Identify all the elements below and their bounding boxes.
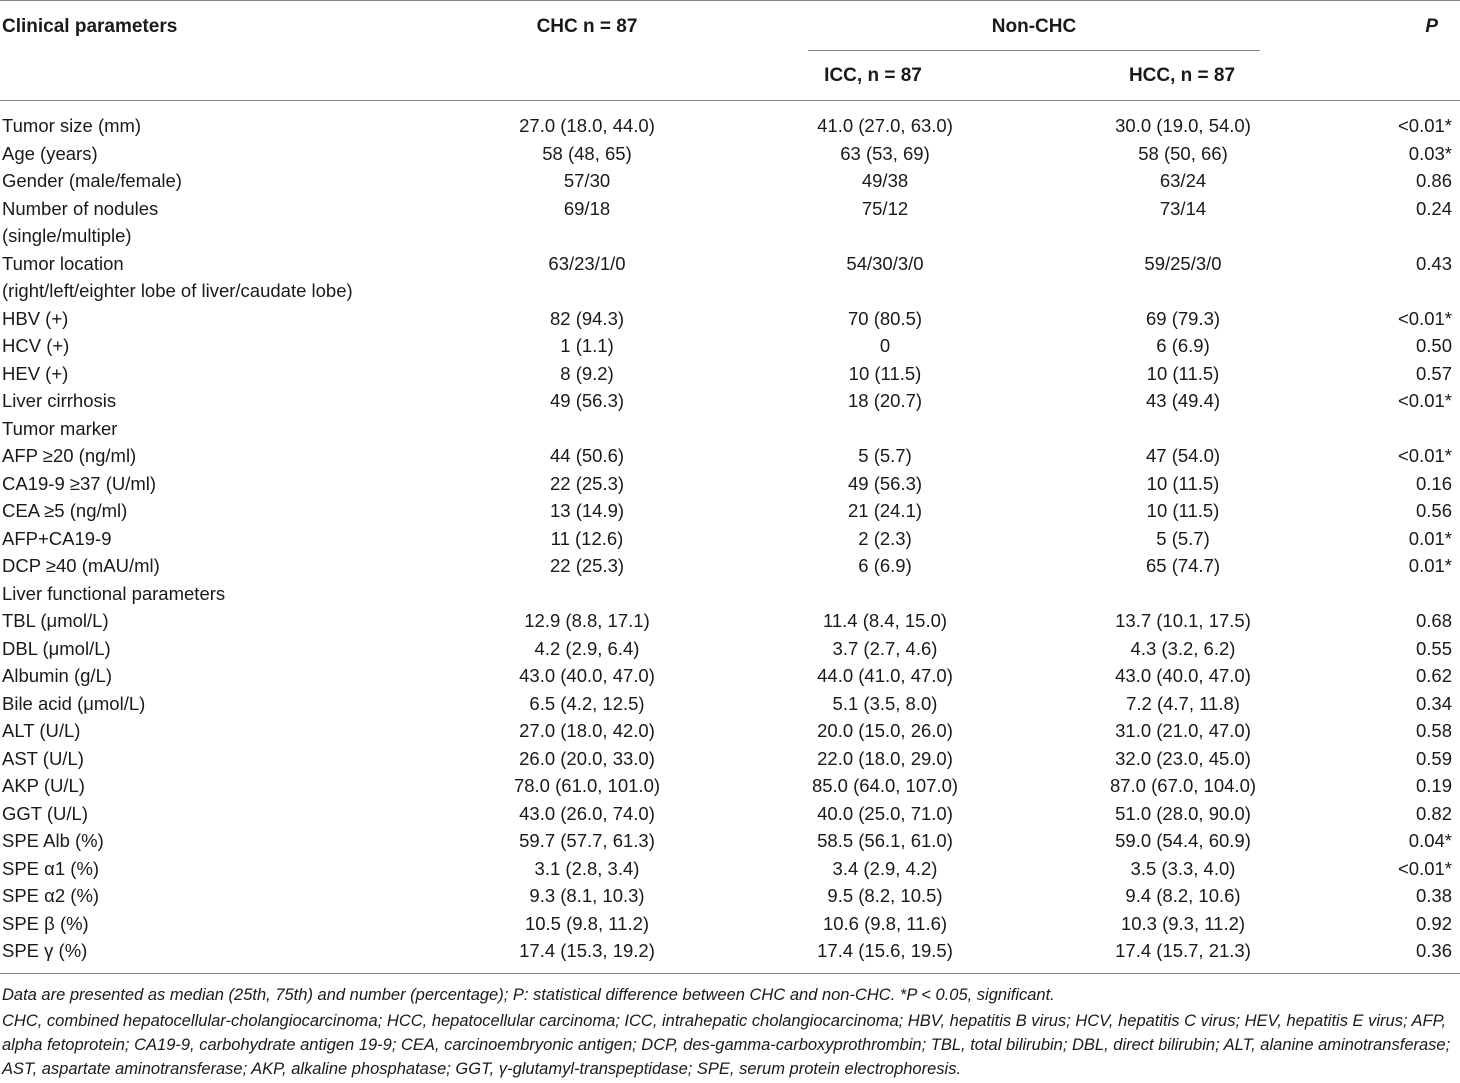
header-clinical-parameters: Clinical parameters	[2, 16, 178, 37]
cell-p: 0.50	[1415, 335, 1452, 356]
cell-chc: 12.9 (8.8, 17.1)	[524, 610, 650, 631]
table-row	[0, 607, 1460, 635]
cell-hcc: 69 (79.3)	[1145, 307, 1221, 329]
cell-icc: 9.5 (8.2, 10.5)	[827, 885, 943, 906]
cell-icc: 10.6 (9.8, 11.6)	[822, 912, 948, 934]
cell-p: 0.36	[1415, 940, 1452, 961]
cell-chc: 82 (94.3)	[549, 307, 625, 329]
cell-parameter: Bile acid (μmol/L)	[2, 692, 146, 714]
cell-icc: 49 (56.3)	[847, 472, 923, 494]
cell-chc: 69/18	[563, 197, 611, 219]
table-row	[0, 415, 1460, 443]
cell-chc: 1 (1.1)	[560, 335, 614, 356]
cell-parameter: SPE α1 (%)	[2, 857, 100, 879]
cell-chc: 63/23/1/0	[548, 252, 626, 274]
cell-parameter: SPE β (%)	[2, 912, 89, 934]
cell-chc: 58 (48, 65)	[542, 142, 632, 164]
cell-p: 0.59	[1415, 747, 1452, 769]
cell-p: 0.01*	[1408, 555, 1452, 576]
cell-chc: 3.1 (2.8, 3.4)	[534, 857, 640, 879]
cell-icc: 85.0 (64.0, 107.0)	[811, 775, 959, 796]
cell-parameter: Age (years)	[2, 142, 98, 164]
cell-parameter: AFP+CA19-9	[2, 527, 112, 549]
cell-chc: 8 (9.2)	[560, 362, 614, 384]
cell-chc: 49 (56.3)	[549, 390, 625, 411]
cell-parameter: Liver functional parameters	[2, 582, 226, 604]
cell-p: <0.01*	[1397, 445, 1452, 466]
cell-chc: 44 (50.6)	[549, 445, 625, 466]
non-chc-rule	[808, 50, 1260, 51]
cell-p: 0.01*	[1408, 527, 1452, 549]
table-row	[0, 855, 1460, 883]
table-row	[0, 442, 1460, 470]
cell-p: 0.16	[1415, 472, 1452, 494]
cell-parameter: CEA ≥5 (ng/ml)	[2, 500, 128, 521]
cell-parameter: ALT (U/L)	[2, 720, 81, 741]
cell-parameter: AKP (U/L)	[2, 775, 85, 796]
table-row	[0, 305, 1460, 333]
cell-icc: 3.7 (2.7, 4.6)	[832, 637, 938, 659]
cell-hcc: 4.3 (3.2, 6.2)	[1130, 637, 1236, 659]
cell-chc: 10.5 (9.8, 11.2)	[524, 912, 650, 934]
cell-parameter: (single/multiple)	[2, 225, 132, 246]
cell-icc: 54/30/3/0	[846, 252, 924, 274]
table-row	[0, 332, 1460, 360]
cell-parameter: CA19-9 ≥37 (U/ml)	[2, 472, 157, 494]
cell-p: 0.68	[1415, 610, 1452, 631]
cell-parameter: TBL (μmol/L)	[2, 610, 109, 631]
table-row	[0, 800, 1460, 828]
cell-p: 0.82	[1415, 802, 1452, 824]
cell-hcc: 6 (6.9)	[1156, 335, 1210, 356]
cell-p: <0.01*	[1397, 307, 1452, 329]
cell-hcc: 43 (49.4)	[1145, 390, 1221, 411]
cell-p: 0.04*	[1408, 830, 1452, 851]
table-row	[0, 937, 1460, 965]
footnote-data-presentation: Data are presented as median (25th, 75th) and number (percentage); P: statistical difference between CHC and non-CHC. *P < 0.05, significant.	[2, 986, 1055, 1004]
cell-parameter: AFP ≥20 (ng/ml)	[2, 445, 137, 466]
cell-icc: 11.4 (8.4, 15.0)	[822, 610, 948, 631]
cell-icc: 22.0 (18.0, 29.0)	[817, 747, 953, 769]
table-row	[0, 882, 1460, 910]
table-row	[0, 140, 1460, 168]
table-row	[0, 195, 1460, 223]
cell-p: 0.58	[1415, 720, 1452, 741]
table-row	[0, 222, 1460, 250]
cell-icc: 3.4 (2.9, 4.2)	[832, 857, 938, 879]
cell-icc: 40.0 (25.0, 71.0)	[817, 802, 953, 824]
cell-chc: 59.7 (57.7, 61.3)	[519, 830, 655, 851]
cell-chc: 27.0 (18.0, 42.0)	[519, 720, 655, 741]
cell-parameter: Albumin (g/L)	[2, 665, 113, 686]
cell-icc: 49/38	[861, 170, 909, 191]
cell-icc: 58.5 (56.1, 61.0)	[817, 830, 953, 851]
cell-hcc: 13.7 (10.1, 17.5)	[1115, 610, 1251, 631]
cell-parameter: SPE Alb (%)	[2, 830, 104, 851]
table-row	[0, 250, 1460, 278]
table-row	[0, 387, 1460, 415]
cell-icc: 10 (11.5)	[848, 362, 922, 384]
table-row	[0, 690, 1460, 718]
table-row	[0, 470, 1460, 498]
cell-chc: 13 (14.9)	[549, 500, 625, 521]
cell-chc: 22 (25.3)	[549, 555, 625, 576]
table-row	[0, 662, 1460, 690]
cell-icc: 0	[879, 335, 891, 356]
cell-p: 0.56	[1415, 500, 1452, 521]
cell-p: <0.01*	[1397, 390, 1452, 411]
cell-parameter: Gender (male/female)	[2, 170, 182, 191]
cell-icc: 5 (5.7)	[858, 445, 912, 466]
cell-parameter: DCP ≥40 (mAU/ml)	[2, 555, 160, 576]
cell-hcc: 32.0 (23.0, 45.0)	[1115, 747, 1251, 769]
table-row	[0, 827, 1460, 855]
cell-icc: 17.4 (15.6, 19.5)	[817, 940, 953, 961]
cell-chc: 57/30	[563, 170, 611, 191]
cell-chc: 43.0 (40.0, 47.0)	[519, 665, 655, 686]
cell-icc: 2 (2.3)	[858, 527, 912, 549]
cell-hcc: 10 (11.5)	[1146, 500, 1220, 521]
cell-icc: 21 (24.1)	[847, 500, 923, 521]
table-row	[0, 525, 1460, 553]
cell-parameter: HEV (+)	[2, 362, 69, 384]
table-row	[0, 112, 1460, 140]
cell-chc: 17.4 (15.3, 19.2)	[519, 940, 655, 961]
cell-hcc: 87.0 (67.0, 104.0)	[1109, 775, 1257, 796]
header-p: P	[1425, 16, 1438, 37]
table-row	[0, 552, 1460, 580]
cell-hcc: 63/24	[1159, 170, 1207, 191]
cell-p: 0.92	[1415, 912, 1452, 934]
cell-hcc: 9.4 (8.2, 10.6)	[1125, 885, 1241, 906]
footnote-abbreviations: CHC, combined hepatocellular-cholangiocarcinoma; HCC, hepatocellular carcinoma; ICC, intrahepatic cholangiocarcinoma; HBV, hepatitis B virus; HCV, hepatitis C virus; HEV, hepatitis E virus; AFP, alpha fetoprotein; CA19-9, carbohydrate antigen 19-9; CEA, carcinoembryonic antigen; DCP, des-gamma-carboxyprothrombin; TBL, total bilirubin; DBL, direct bilirubin; ALT, alanine aminotransferase; AST, aspartate aminotransferase; AKP, alkaline phosphatase; GGT, γ-glutamyl-transpeptidase; SPE, serum protein electrophoresis.	[2, 1012, 1451, 1078]
cell-parameter: Tumor size (mm)	[2, 115, 142, 136]
cell-hcc: 59.0 (54.4, 60.9)	[1115, 830, 1251, 851]
cell-chc: 6.5 (4.2, 12.5)	[529, 692, 645, 714]
cell-chc: 27.0 (18.0, 44.0)	[519, 115, 655, 136]
cell-icc: 44.0 (41.0, 47.0)	[817, 665, 953, 686]
cell-hcc: 47 (54.0)	[1145, 445, 1221, 466]
cell-icc: 6 (6.9)	[858, 555, 912, 576]
cell-parameter: GGT (U/L)	[2, 802, 88, 824]
header-hcc: HCC, n = 87	[1128, 65, 1236, 86]
top-rule	[0, 0, 1460, 1]
cell-p: 0.34	[1415, 692, 1452, 714]
cell-p: 0.55	[1415, 637, 1452, 659]
table-row	[0, 910, 1460, 938]
cell-hcc: 17.4 (15.7, 21.3)	[1115, 940, 1251, 961]
cell-hcc: 65 (74.7)	[1145, 555, 1221, 576]
cell-parameter: HBV (+)	[2, 307, 69, 329]
cell-hcc: 10 (11.5)	[1146, 472, 1220, 494]
cell-chc: 11 (12.6)	[550, 527, 624, 549]
cell-icc: 63 (53, 69)	[840, 142, 930, 164]
cell-hcc: 31.0 (21.0, 47.0)	[1115, 720, 1251, 741]
cell-icc: 18 (20.7)	[847, 390, 923, 411]
header-chc: CHC n = 87	[536, 16, 638, 37]
cell-hcc: 58 (50, 66)	[1138, 142, 1228, 164]
cell-p: 0.24	[1415, 197, 1452, 219]
table-row	[0, 580, 1460, 608]
cell-parameter: (right/left/eighter lobe of liver/caudate lobe)	[2, 280, 353, 301]
cell-parameter: SPE γ (%)	[2, 940, 88, 961]
cell-p: 0.43	[1415, 252, 1452, 274]
cell-icc: 75/12	[861, 197, 909, 219]
cell-p: 0.86	[1415, 170, 1452, 191]
cell-hcc: 5 (5.7)	[1156, 527, 1210, 549]
table-row	[0, 635, 1460, 663]
cell-hcc: 43.0 (40.0, 47.0)	[1115, 665, 1251, 686]
cell-icc: 20.0 (15.0, 26.0)	[817, 720, 953, 741]
cell-chc: 22 (25.3)	[549, 472, 625, 494]
cell-chc: 26.0 (20.0, 33.0)	[519, 747, 655, 769]
cell-p: 0.03*	[1408, 142, 1452, 164]
table-row	[0, 277, 1460, 305]
table-row	[0, 772, 1460, 800]
cell-parameter: SPE α2 (%)	[2, 885, 100, 906]
cell-parameter: DBL (μmol/L)	[2, 637, 111, 659]
cell-hcc: 10 (11.5)	[1146, 362, 1220, 384]
cell-chc: 9.3 (8.1, 10.3)	[529, 885, 645, 906]
header-non-chc: Non-CHC	[991, 16, 1077, 37]
cell-hcc: 51.0 (28.0, 90.0)	[1115, 802, 1251, 824]
cell-chc: 4.2 (2.9, 6.4)	[534, 637, 640, 659]
cell-hcc: 3.5 (3.3, 4.0)	[1130, 857, 1236, 879]
cell-hcc: 59/25/3/0	[1144, 252, 1222, 274]
cell-parameter: Liver cirrhosis	[2, 390, 117, 411]
cell-parameter: AST (U/L)	[2, 747, 84, 769]
cell-chc: 43.0 (26.0, 74.0)	[519, 802, 655, 824]
header-icc: ICC, n = 87	[824, 65, 922, 86]
cell-p: 0.19	[1415, 775, 1452, 796]
cell-p: 0.62	[1415, 665, 1452, 686]
cell-chc: 78.0 (61.0, 101.0)	[513, 775, 661, 796]
cell-parameter: Tumor marker	[2, 417, 118, 439]
cell-hcc: 73/14	[1159, 197, 1207, 219]
table-row	[0, 717, 1460, 745]
cell-parameter: Number of nodules	[2, 197, 159, 219]
cell-p: <0.01*	[1397, 115, 1452, 136]
bottom-rule	[0, 973, 1460, 974]
header-rule	[0, 100, 1460, 101]
cell-icc: 70 (80.5)	[847, 307, 923, 329]
cell-icc: 5.1 (3.5, 8.0)	[832, 692, 938, 714]
table-row	[0, 167, 1460, 195]
table-row	[0, 360, 1460, 388]
cell-icc: 41.0 (27.0, 63.0)	[817, 115, 953, 136]
cell-parameter: Tumor location	[2, 252, 124, 274]
cell-hcc: 30.0 (19.0, 54.0)	[1115, 115, 1251, 136]
cell-hcc: 10.3 (9.3, 11.2)	[1120, 912, 1246, 934]
cell-hcc: 7.2 (4.7, 11.8)	[1126, 692, 1240, 714]
cell-parameter: HCV (+)	[2, 335, 70, 356]
table-row	[0, 745, 1460, 773]
cell-p: 0.57	[1415, 362, 1452, 384]
cell-p: <0.01*	[1397, 857, 1452, 879]
cell-p: 0.38	[1415, 885, 1452, 906]
table-row	[0, 497, 1460, 525]
